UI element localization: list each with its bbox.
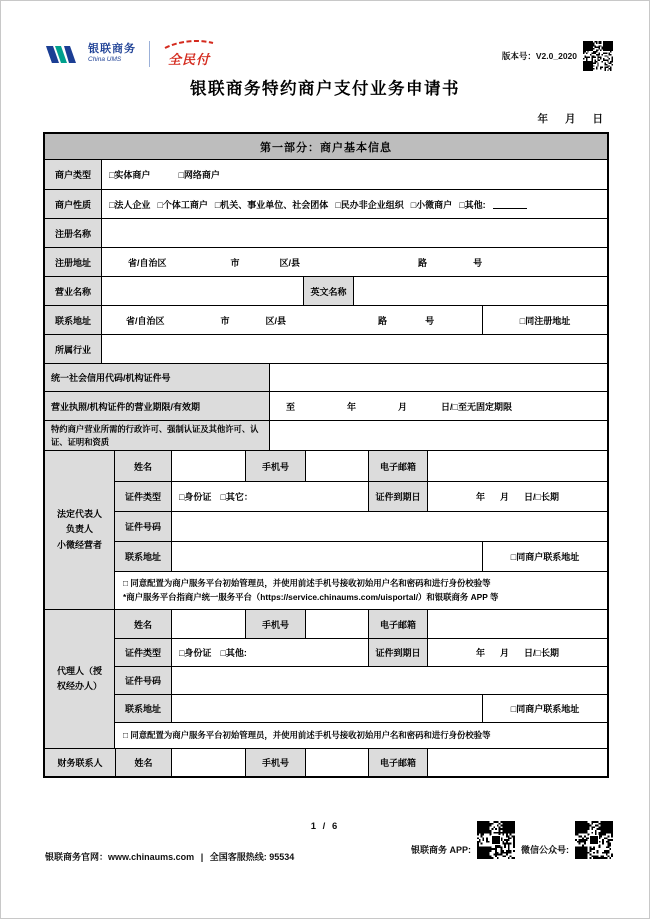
registered-name-row — [45, 218, 607, 247]
date-month-label[interactable]: 月 — [565, 113, 576, 125]
agent-group-label: 代理人（授权经办人） — [45, 610, 115, 748]
registered-name-field[interactable] — [101, 219, 607, 247]
checkbox-entity-merchant[interactable]: □实体商户 — [109, 170, 151, 180]
footer-divider: | — [200, 852, 204, 862]
checkbox-no-fixed-term[interactable]: 日/□至无固定期限 — [441, 401, 512, 412]
name-label: 姓名 — [115, 451, 171, 481]
mobile-label: 手机号 — [245, 749, 305, 776]
form-title: 银联商务特约商户支付业务申请书 — [190, 79, 460, 98]
service-hotline: 全国客服热线: 95534 — [209, 852, 295, 862]
checkbox-micro-merchant[interactable]: □小微商户 — [410, 199, 453, 210]
other-underline-field[interactable] — [493, 199, 527, 209]
year-label: 年 — [347, 401, 357, 412]
province-label: 省/自治区 — [128, 257, 167, 268]
email-label: 电子邮箱 — [368, 610, 427, 638]
license-validity-row — [45, 391, 607, 420]
contact-address-field[interactable] — [101, 306, 482, 334]
contact-address-row — [45, 305, 607, 334]
agent-mobile-field[interactable] — [305, 610, 368, 638]
version-label: 版本号：V2.0_2020 — [501, 51, 577, 61]
merchant-type-options — [101, 160, 607, 189]
city-label: 市 — [230, 257, 240, 268]
id-number-label: 证件号码 — [115, 667, 171, 694]
registered-address-field[interactable] — [101, 248, 607, 276]
merchant-type-row — [45, 160, 607, 189]
finance-mobile-field[interactable] — [305, 749, 368, 776]
agent-id-number-row — [115, 666, 607, 694]
date-line[interactable] — [538, 111, 604, 126]
legal-email-field[interactable] — [427, 451, 607, 481]
legal-contact-address-field[interactable] — [171, 542, 482, 571]
legal-id-type-options — [171, 482, 368, 511]
registered-address-row — [45, 247, 607, 276]
logo-divider — [149, 41, 150, 67]
agent-group — [45, 609, 607, 748]
license-validity-field[interactable] — [269, 392, 607, 420]
checkbox-long-term[interactable]: 日/□长期 — [524, 492, 559, 502]
agent-id-row — [115, 638, 607, 666]
date-year-label[interactable]: 年 — [537, 113, 548, 125]
year-label: 年 — [476, 492, 486, 502]
checkbox-individual-business[interactable]: □个体工商户 — [157, 199, 208, 210]
contact-address-label: 联系地址 — [45, 306, 101, 334]
section1-header: 第一部分：商户基本信息 — [45, 134, 607, 160]
until-label: 至 — [286, 401, 296, 412]
brand-name-en: China UMS — [88, 55, 122, 63]
version-qr-code — [583, 41, 613, 71]
chinaums-logo-icon — [45, 43, 79, 65]
industry-field[interactable] — [101, 335, 607, 363]
agent-contact-address-row — [115, 694, 607, 722]
city-label: 市 — [220, 315, 230, 326]
finance-name-field[interactable] — [171, 749, 245, 776]
quanminfu-swoosh-icon — [163, 39, 215, 49]
email-label: 电子邮箱 — [368, 451, 427, 481]
id-expiry-label: 证件到期日 — [368, 639, 427, 666]
registered-address-label: 注册地址 — [45, 248, 101, 276]
agent-consent-row — [115, 722, 607, 748]
permits-label: 特约商户营业所需的行政许可、强制认证及其他许可、认证、证明和资质 — [45, 421, 269, 450]
month-label: 月 — [500, 648, 510, 658]
checkbox-id-card[interactable]: □身份证 — [179, 648, 212, 658]
checkbox-same-as-merchant-address[interactable]: □同商户联系地址 — [482, 695, 607, 722]
legal-rep-group — [45, 450, 607, 609]
agent-contact-address-field[interactable] — [171, 695, 482, 722]
legal-contact-address-row — [115, 541, 607, 571]
finance-contact-row — [45, 748, 607, 776]
industry-row — [45, 334, 607, 363]
permits-row — [45, 420, 607, 450]
checkbox-same-as-registered[interactable]: □同注册地址 — [482, 306, 607, 334]
district-label: 区/县 — [279, 257, 301, 268]
brand-name-cn: 银联商务 — [88, 42, 136, 55]
checkbox-admin-consent[interactable]: □ 同意配置为商户服务平台初始管理员，并使用前述手机号接收初始用户名和密码和进行身份校验等 — [123, 729, 491, 740]
legal-mobile-field[interactable] — [305, 451, 368, 481]
legal-id-row — [115, 481, 607, 511]
checkbox-id-other[interactable]: □其它： — [220, 492, 253, 502]
merchant-nature-row — [45, 189, 607, 218]
year-label: 年 — [476, 648, 486, 658]
checkbox-network-merchant[interactable]: □网络商户 — [178, 170, 220, 180]
checkbox-legal-entity[interactable]: □法人企业 — [109, 199, 151, 210]
checkbox-id-other[interactable]: □其他: — [220, 648, 247, 658]
id-number-label: 证件号码 — [115, 512, 171, 541]
license-validity-label: 营业执照/机构证件的营业期限/有效期 — [45, 392, 269, 420]
merchant-nature-label: 商户性质 — [45, 190, 101, 218]
agent-email-field[interactable] — [427, 610, 607, 638]
legal-id-expiry-field[interactable] — [427, 482, 607, 511]
merchant-type-label: 商户类型 — [45, 160, 101, 189]
checkbox-other[interactable]: □其他: — [459, 199, 486, 210]
contact-address-label: 联系地址 — [115, 542, 171, 571]
checkbox-long-term[interactable]: 日/□长期 — [524, 648, 559, 658]
month-label: 月 — [398, 401, 408, 412]
finance-email-field[interactable] — [427, 749, 607, 776]
road-label: 路 — [378, 315, 388, 326]
agent-id-expiry-field[interactable] — [427, 639, 607, 666]
id-expiry-label: 证件到期日 — [368, 482, 427, 511]
agent-name-field[interactable] — [171, 610, 245, 638]
id-type-label: 证件类型 — [115, 639, 171, 666]
mobile-label: 手机号 — [245, 610, 305, 638]
merchant-info-table — [43, 132, 609, 778]
legal-id-number-row — [115, 511, 607, 541]
road-label: 路 — [418, 257, 428, 268]
quanminfu-logo — [163, 39, 215, 68]
name-label: 姓名 — [115, 610, 171, 638]
business-name-label: 营业名称 — [45, 277, 101, 305]
official-website: 银联商务官网：www.chinaums.com — [45, 852, 195, 862]
mobile-label: 手机号 — [245, 451, 305, 481]
legal-name-field[interactable] — [171, 451, 245, 481]
credit-code-row — [45, 363, 607, 391]
checkbox-admin-consent[interactable]: □ 同意配置为商户服务平台初始管理员，并使用前述手机号接收初始用户名和密码和进行身份校验等 — [123, 578, 491, 589]
name-label: 姓名 — [115, 749, 171, 776]
app-qr-code — [477, 821, 515, 859]
checkbox-same-as-merchant-address[interactable]: □同商户联系地址 — [482, 542, 607, 571]
finance-contact-label: 财务联系人 — [45, 749, 115, 776]
legal-rep-group-label: 法定代表人 负责人 小微经营者 — [45, 451, 115, 609]
id-type-label: 证件类型 — [115, 482, 171, 511]
industry-label: 所属行业 — [45, 335, 101, 363]
page-number: 1 / 6 — [310, 821, 340, 832]
english-name-label: 英文名称 — [303, 277, 353, 305]
product-name: 全民付 — [167, 52, 210, 67]
agent-id-number-field[interactable] — [171, 667, 607, 694]
footer-qr-area — [411, 821, 613, 859]
merchant-nature-options — [101, 190, 607, 218]
checkbox-institution[interactable]: □机关、事业单位、社会团体 — [214, 199, 329, 210]
footer-contact-info — [45, 850, 298, 863]
checkbox-non-enterprise[interactable]: □民办非企业组织 — [335, 199, 404, 210]
app-qr-label: 银联商务 APP: — [410, 845, 471, 855]
date-day-label[interactable]: 日 — [592, 113, 603, 125]
legal-consent-row — [115, 571, 607, 609]
credit-code-field[interactable] — [269, 364, 607, 391]
agent-id-type-options — [171, 639, 368, 666]
district-label: 区/县 — [265, 315, 287, 326]
wechat-qr-label: 微信公众号: — [521, 845, 569, 855]
chinaums-logo — [45, 39, 215, 68]
agent-name-row — [115, 610, 607, 638]
email-label: 电子邮箱 — [368, 749, 427, 776]
business-name-row — [45, 276, 607, 305]
checkbox-id-card[interactable]: □身份证 — [179, 492, 212, 502]
contact-address-label: 联系地址 — [115, 695, 171, 722]
legal-name-row — [115, 451, 607, 481]
legal-id-number-field[interactable] — [171, 512, 607, 541]
permits-field[interactable] — [269, 421, 607, 450]
business-name-field[interactable] — [101, 277, 303, 305]
number-label: 号 — [425, 315, 435, 326]
credit-code-label: 统一社会信用代码/机构证件号 — [45, 364, 269, 391]
province-label: 省/自治区 — [126, 315, 165, 326]
english-name-field[interactable] — [353, 277, 607, 305]
platform-note: *商户服务平台指商户统一服务平台（https://service.chinaums.com/uisportal/）和银联商务 APP 等 — [123, 591, 499, 602]
wechat-qr-code — [575, 821, 613, 859]
month-label: 月 — [500, 492, 510, 502]
registered-name-label: 注册名称 — [45, 219, 101, 247]
number-label: 号 — [473, 257, 483, 268]
